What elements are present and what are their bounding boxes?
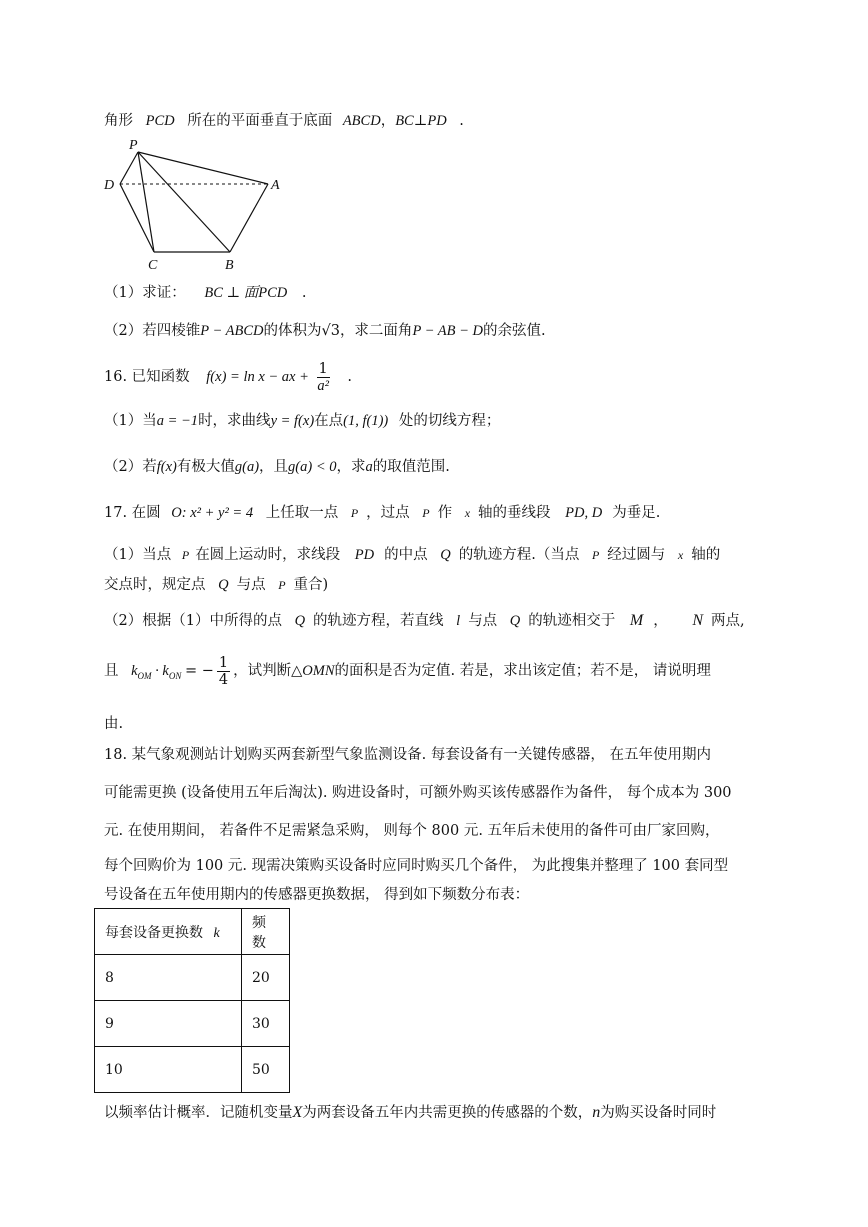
q18-line2: 可能需更换 (设备使用五年后淘汰). 购进设备时，可额外购买该传感器作为备件， 每个成本为 300	[104, 785, 732, 801]
table-row	[95, 1047, 290, 1093]
q15-part1: （1）求证： BC ⊥ 面PCD .	[104, 285, 307, 301]
q16-fraction: $\frac{1}{\text{a²}}$	[317, 360, 329, 394]
cell-k: 9	[95, 1001, 242, 1047]
frequency-table	[94, 908, 290, 1093]
label-B: B	[225, 258, 234, 273]
cell-freq: 50	[242, 1047, 290, 1093]
q17-fraction: $\frac{1}{4}$	[218, 654, 229, 688]
edge-BA	[230, 184, 268, 252]
table-row	[95, 955, 290, 1001]
q17-part1-line1: （1）当点 P 在圆上运动时，求线段 PD 的中点 Q 的轨迹方程.（当点 P 经过圆与 x 轴的	[104, 547, 721, 563]
table-header-row	[95, 909, 290, 955]
k-product: $k_{OM} \cdot k_{ON}$	[131, 663, 182, 681]
cell-freq: 30	[242, 1001, 290, 1047]
pyramid-figure	[96, 132, 296, 277]
q18-line5: 号设备在五年使用期内的传感器更换数据， 得到如下频数分布表：	[104, 887, 530, 903]
q16-part1: （1）当a = −1时，求曲线y = f(x)在点(1, f(1)) 处的切线方程；	[104, 413, 501, 429]
q18-line3: 元. 在使用期间， 若备件不足需紧急采购， 则每个 800 元. 五年后未使用的备件可由厂家回购，	[104, 823, 720, 839]
q17-part2-line3: 由.	[104, 716, 124, 732]
q18-line4: 每个回购价为 100 元. 现需决策购买设备时应同时购买几个备件， 为此搜集并整理了 100 套同型	[104, 858, 729, 874]
q17-head: 17. 在圆 O: x² + y² = 4 上任取一点 P ，过点 P 作 x 轴的垂线段 PD, D 为垂足.	[104, 505, 661, 521]
cell-k: 10	[95, 1047, 242, 1093]
intro-line: 角形 PCD 所在的平面垂直于底面 ABCD，BC⊥PD .	[104, 113, 464, 129]
edge-PD	[120, 152, 138, 184]
q17-part2-line2: 且 $k_{OM} \cdot k_{ON}$ = − $\frac{1}{4}$ ，试判断△OMN的面积是否为定值. 若是，求出该定值；若不是， 请说明理	[104, 654, 711, 688]
header-cell-freq: 频数	[242, 909, 290, 955]
q17-part1-line2: 交点时，规定点 Q 与点 P 重合)	[104, 577, 329, 593]
table-row	[95, 1001, 290, 1047]
label-P: P	[129, 138, 138, 153]
label-C: C	[148, 258, 158, 273]
label-A: A	[271, 178, 280, 193]
q18-last-line: 以频率估计概率．记随机变量X为两套设备五年内共需更换的传感器的个数，n为购买设备时同时	[104, 1104, 717, 1121]
label-D: D	[104, 178, 115, 193]
edge-PA	[138, 152, 268, 184]
q15-part2: （2）若四棱锥P − ABCD的体积为√3，求二面角P − AB − D的余弦值.	[104, 323, 546, 339]
q16-head: 16. 已知函数 f(x) = ln x − ax + $\frac{1}{\text{a²}}$ .	[104, 360, 352, 394]
cell-freq: 20	[242, 955, 290, 1001]
q18-line1: 18. 某气象观测站计划购买两套新型气象监测设备. 每套设备有一关键传感器， 在五年使用期内	[104, 747, 711, 763]
q17-part2-line1: （2）根据（1）中所得的点 Q 的轨迹方程，若直线 l 与点 Q 的轨迹相交于 M ， N 两点,	[104, 612, 745, 629]
header-cell-k: 每套设备更换数 k	[95, 909, 242, 955]
cell-k: 8	[95, 955, 242, 1001]
q16-part2: （2）若f(x)有极大值g(a)，且g(a) < 0，求a的取值范围.	[104, 459, 450, 475]
